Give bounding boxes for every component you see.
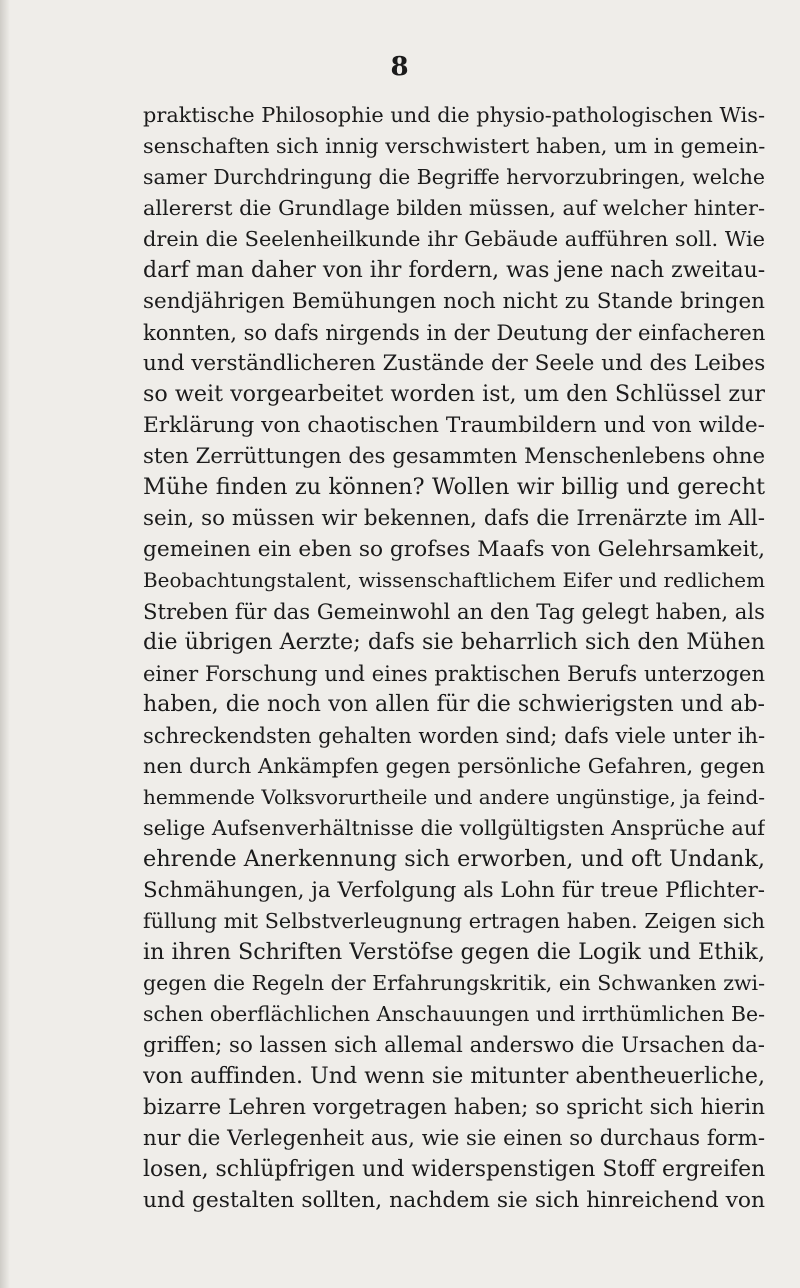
text-line: darf man daher von ihr fordern, was jene nach zweitau- bbox=[143, 258, 765, 283]
text-line: drein die Seelenheilkunde ihr Gebäude aufführen soll. Wie bbox=[143, 227, 765, 251]
text-line: gemeinen ein eben so grofses Maafs von Gelehrsamkeit, bbox=[143, 537, 765, 562]
text-line: nur die Verlegenheit aus, wie sie einen so durchaus form- bbox=[143, 1126, 765, 1151]
page-gutter-shadow bbox=[0, 0, 10, 1288]
text-line: konnten, so dafs nirgends in der Deutung der einfacheren bbox=[143, 320, 765, 345]
text-line: in ihren Schriften Verstöfse gegen die Logik und Ethik, bbox=[143, 939, 765, 965]
text-line: sten Zerrüttungen des gesammten Menschenlebens ohne bbox=[143, 444, 765, 469]
text-line: von auffinden. Und wenn sie mitunter abentheuerliche, bbox=[143, 1063, 765, 1089]
text-line: nen durch Ankämpfen gegen persönliche Gefahren, gegen bbox=[143, 754, 765, 778]
body-text bbox=[143, 100, 765, 1216]
text-line: schen oberflächlichen Anschauungen und irrthümlichen Be- bbox=[143, 1002, 765, 1026]
page-number: 8 bbox=[390, 52, 410, 82]
text-line: Mühe finden zu können? Wollen wir billig und gerecht bbox=[143, 474, 765, 500]
text-line: und verständlicheren Zustände der Seele und des Leibes bbox=[143, 351, 765, 376]
text-line: die übrigen Aerzte; dafs sie beharrlich sich den Mühen bbox=[143, 629, 765, 655]
text-line: samer Durchdringung die Begriffe hervorzubringen, welche bbox=[143, 165, 765, 189]
text-line: einer Forschung und eines praktischen Berufs unterzogen bbox=[143, 661, 765, 686]
text-line: schreckendsten gehalten worden sind; dafs viele unter ih- bbox=[143, 723, 765, 748]
text-line: füllung mit Selbstverleugnung ertragen haben. Zeigen sich bbox=[143, 909, 765, 933]
text-line: senschaften sich innig verschwistert haben, um in gemein- bbox=[143, 134, 765, 158]
text-line: bizarre Lehren vorgetragen haben; so spricht sich hierin bbox=[143, 1095, 765, 1120]
text-line: praktische Philosophie und die physio-pathologischen Wis- bbox=[143, 103, 765, 127]
text-line: sein, so müssen wir bekennen, dafs die Irrenärzte im All- bbox=[143, 506, 765, 531]
text-line: losen, schlüpfrigen und widerspenstigen Stoff ergreifen bbox=[143, 1157, 765, 1182]
text-line: griffen; so lassen sich allemal anderswo die Ursachen da- bbox=[143, 1033, 765, 1058]
text-line: so weit vorgearbeitet worden ist, um den Schlüssel zur bbox=[143, 381, 765, 407]
text-line: hemmende Volksvorurtheile und andere ungünstige, ja feind- bbox=[143, 785, 765, 809]
text-line: und gestalten sollten, nachdem sie sich hinreichend von bbox=[143, 1188, 765, 1213]
text-line: Streben für das Gemeinwohl an den Tag gelegt haben, als bbox=[143, 599, 765, 624]
text-line: allererst die Grundlage bilden müssen, auf welcher hinter- bbox=[143, 196, 765, 220]
text-line: selige Aufsenverhältnisse die vollgültigsten Ansprüche auf bbox=[143, 816, 765, 840]
text-line: sendjährigen Bemühungen noch nicht zu Stande bringen bbox=[143, 289, 765, 314]
text-line: haben, die noch von allen für die schwierigsten und ab- bbox=[143, 692, 765, 717]
text-line: ehrende Anerkennung sich erworben, und oft Undank, bbox=[143, 846, 765, 872]
text-line: Schmähungen, ja Verfolgung als Lohn für treue Pflichter- bbox=[143, 878, 765, 903]
text-line: Beobachtungstalent, wissenschaftlichem Eifer und redlichem bbox=[143, 568, 765, 592]
text-line: Erklärung von chaotischen Traumbildern und von wilde- bbox=[143, 413, 765, 438]
text-line: gegen die Regeln der Erfahrungskritik, ein Schwanken zwi- bbox=[143, 971, 765, 995]
